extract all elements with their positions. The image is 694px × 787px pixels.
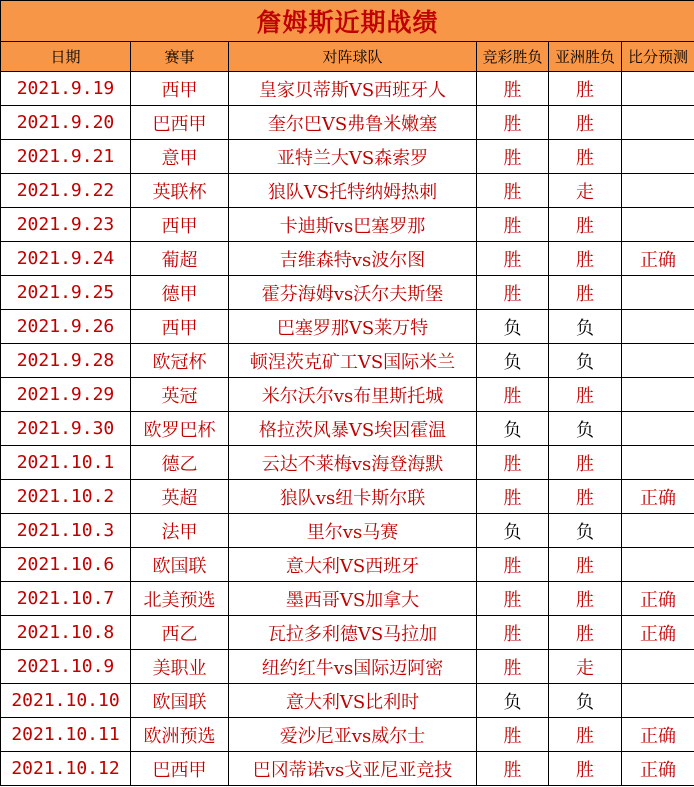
asia-result-cell: 负: [549, 514, 622, 548]
header-league: 赛事: [131, 42, 229, 72]
date-cell: 2021.9.22: [1, 174, 131, 208]
date-cell: 2021.9.23: [1, 208, 131, 242]
table-row: [1, 378, 694, 412]
match-cell: 亚特兰大VS森索罗: [229, 140, 477, 174]
table-row: [1, 242, 694, 276]
match-cell: 卡迪斯vs巴塞罗那: [229, 208, 477, 242]
jc-result-cell: 胜: [477, 752, 549, 786]
jc-result-cell: 胜: [477, 582, 549, 616]
asia-result-cell: 胜: [549, 446, 622, 480]
table-row: [1, 174, 694, 208]
league-cell: 法甲: [131, 514, 229, 548]
jc-result-cell: 负: [477, 684, 549, 718]
league-cell: 欧洲预选: [131, 718, 229, 752]
date-cell: 2021.9.20: [1, 106, 131, 140]
table-body: [1, 72, 694, 786]
header-score-prediction: 比分预测: [622, 42, 694, 72]
jc-result-cell: 胜: [477, 174, 549, 208]
date-cell: 2021.9.25: [1, 276, 131, 310]
date-cell: 2021.9.28: [1, 344, 131, 378]
match-cell: 米尔沃尔vs布里斯托城: [229, 378, 477, 412]
asia-result-cell: 胜: [549, 548, 622, 582]
league-cell: 欧国联: [131, 684, 229, 718]
asia-result-cell: 胜: [549, 480, 622, 514]
date-cell: 2021.10.6: [1, 548, 131, 582]
date-cell: 2021.9.26: [1, 310, 131, 344]
jc-result-cell: 胜: [477, 72, 549, 106]
prediction-cell: [622, 72, 694, 106]
prediction-cell: [622, 446, 694, 480]
date-cell: 2021.10.12: [1, 752, 131, 786]
asia-result-cell: 负: [549, 412, 622, 446]
asia-result-cell: 负: [549, 310, 622, 344]
prediction-cell: [622, 378, 694, 412]
prediction-cell: [622, 548, 694, 582]
league-cell: 英超: [131, 480, 229, 514]
asia-result-cell: 胜: [549, 752, 622, 786]
league-cell: 欧国联: [131, 548, 229, 582]
jc-result-cell: 胜: [477, 106, 549, 140]
header-asia-result: 亚洲胜负: [549, 42, 622, 72]
prediction-cell: 正确: [622, 242, 694, 276]
match-cell: 格拉茨风暴VS埃因霍温: [229, 412, 477, 446]
prediction-cell: 正确: [622, 752, 694, 786]
match-cell: 霍芬海姆vs沃尔夫斯堡: [229, 276, 477, 310]
prediction-cell: [622, 310, 694, 344]
table-row: [1, 412, 694, 446]
prediction-cell: [622, 412, 694, 446]
jc-result-cell: 胜: [477, 242, 549, 276]
jc-result-cell: 负: [477, 344, 549, 378]
date-cell: 2021.9.24: [1, 242, 131, 276]
league-cell: 巴西甲: [131, 106, 229, 140]
table-row: [1, 752, 694, 786]
prediction-cell: [622, 174, 694, 208]
table-title: 詹姆斯近期战绩: [1, 1, 694, 42]
match-cell: 狼队VS托特纳姆热刺: [229, 174, 477, 208]
jc-result-cell: 胜: [477, 480, 549, 514]
date-cell: 2021.10.7: [1, 582, 131, 616]
jc-result-cell: 胜: [477, 276, 549, 310]
match-cell: 巴冈蒂诺vs戈亚尼亚竞技: [229, 752, 477, 786]
asia-result-cell: 胜: [549, 106, 622, 140]
match-cell: 墨西哥VS加拿大: [229, 582, 477, 616]
prediction-cell: [622, 276, 694, 310]
table-row: [1, 310, 694, 344]
asia-result-cell: 胜: [549, 718, 622, 752]
prediction-cell: [622, 208, 694, 242]
league-cell: 德乙: [131, 446, 229, 480]
date-cell: 2021.10.2: [1, 480, 131, 514]
asia-result-cell: 走: [549, 174, 622, 208]
asia-result-cell: 胜: [549, 276, 622, 310]
jc-result-cell: 负: [477, 514, 549, 548]
prediction-cell: 正确: [622, 616, 694, 650]
match-cell: 里尔vs马赛: [229, 514, 477, 548]
jc-result-cell: 胜: [477, 616, 549, 650]
date-cell: 2021.10.3: [1, 514, 131, 548]
match-cell: 意大利VS比利时: [229, 684, 477, 718]
date-cell: 2021.9.19: [1, 72, 131, 106]
league-cell: 西甲: [131, 72, 229, 106]
league-cell: 巴西甲: [131, 752, 229, 786]
date-cell: 2021.10.1: [1, 446, 131, 480]
table-row: [1, 718, 694, 752]
date-cell: 2021.10.10: [1, 684, 131, 718]
asia-result-cell: 胜: [549, 582, 622, 616]
table-row: [1, 72, 694, 106]
match-cell: 奎尔巴VS弗鲁米嫩塞: [229, 106, 477, 140]
asia-result-cell: 胜: [549, 378, 622, 412]
table-row: [1, 446, 694, 480]
league-cell: 美职业: [131, 650, 229, 684]
table-row: [1, 582, 694, 616]
asia-result-cell: 负: [549, 344, 622, 378]
league-cell: 欧冠杯: [131, 344, 229, 378]
league-cell: 德甲: [131, 276, 229, 310]
table-row: [1, 208, 694, 242]
league-cell: 北美预选: [131, 582, 229, 616]
match-cell: 吉维森特vs波尔图: [229, 242, 477, 276]
table-row: [1, 344, 694, 378]
jc-result-cell: 负: [477, 412, 549, 446]
date-cell: 2021.10.11: [1, 718, 131, 752]
table-row: [1, 650, 694, 684]
league-cell: 英联杯: [131, 174, 229, 208]
prediction-cell: [622, 684, 694, 718]
asia-result-cell: 走: [549, 650, 622, 684]
match-cell: 狼队vs纽卡斯尔联: [229, 480, 477, 514]
jc-result-cell: 胜: [477, 208, 549, 242]
table-row: [1, 480, 694, 514]
league-cell: 西乙: [131, 616, 229, 650]
match-cell: 顿涅茨克矿工VS国际米兰: [229, 344, 477, 378]
league-cell: 意甲: [131, 140, 229, 174]
jc-result-cell: 胜: [477, 718, 549, 752]
jc-result-cell: 负: [477, 310, 549, 344]
prediction-cell: [622, 106, 694, 140]
table-row: [1, 276, 694, 310]
prediction-cell: 正确: [622, 480, 694, 514]
match-cell: 巴塞罗那VS莱万特: [229, 310, 477, 344]
asia-result-cell: 胜: [549, 208, 622, 242]
table-row: [1, 548, 694, 582]
match-cell: 瓦拉多利德VS马拉加: [229, 616, 477, 650]
match-cell: 云达不莱梅vs海登海默: [229, 446, 477, 480]
jc-result-cell: 胜: [477, 378, 549, 412]
asia-result-cell: 胜: [549, 72, 622, 106]
table-row: [1, 616, 694, 650]
asia-result-cell: 胜: [549, 242, 622, 276]
match-cell: 爱沙尼亚vs威尔士: [229, 718, 477, 752]
table-row: [1, 106, 694, 140]
league-cell: 英冠: [131, 378, 229, 412]
match-cell: 皇家贝蒂斯VS西班牙人: [229, 72, 477, 106]
prediction-cell: [622, 140, 694, 174]
table-row: [1, 514, 694, 548]
header-date: 日期: [1, 42, 131, 72]
table-row: [1, 140, 694, 174]
prediction-cell: 正确: [622, 718, 694, 752]
jc-result-cell: 胜: [477, 650, 549, 684]
league-cell: 欧罗巴杯: [131, 412, 229, 446]
date-cell: 2021.10.9: [1, 650, 131, 684]
table-row: [1, 684, 694, 718]
asia-result-cell: 胜: [549, 616, 622, 650]
prediction-cell: 正确: [622, 582, 694, 616]
date-cell: 2021.9.30: [1, 412, 131, 446]
asia-result-cell: 负: [549, 684, 622, 718]
asia-result-cell: 胜: [549, 140, 622, 174]
prediction-cell: [622, 344, 694, 378]
league-cell: 西甲: [131, 310, 229, 344]
date-cell: 2021.9.29: [1, 378, 131, 412]
jc-result-cell: 胜: [477, 548, 549, 582]
jc-result-cell: 胜: [477, 446, 549, 480]
league-cell: 葡超: [131, 242, 229, 276]
prediction-cell: [622, 514, 694, 548]
date-cell: 2021.10.8: [1, 616, 131, 650]
header-jc-result: 竞彩胜负: [477, 42, 549, 72]
header-row: [1, 42, 694, 72]
match-cell: 意大利VS西班牙: [229, 548, 477, 582]
date-cell: 2021.9.21: [1, 140, 131, 174]
league-cell: 西甲: [131, 208, 229, 242]
jc-result-cell: 胜: [477, 140, 549, 174]
match-cell: 纽约红牛vs国际迈阿密: [229, 650, 477, 684]
prediction-cell: [622, 650, 694, 684]
header-match: 对阵球队: [229, 42, 477, 72]
